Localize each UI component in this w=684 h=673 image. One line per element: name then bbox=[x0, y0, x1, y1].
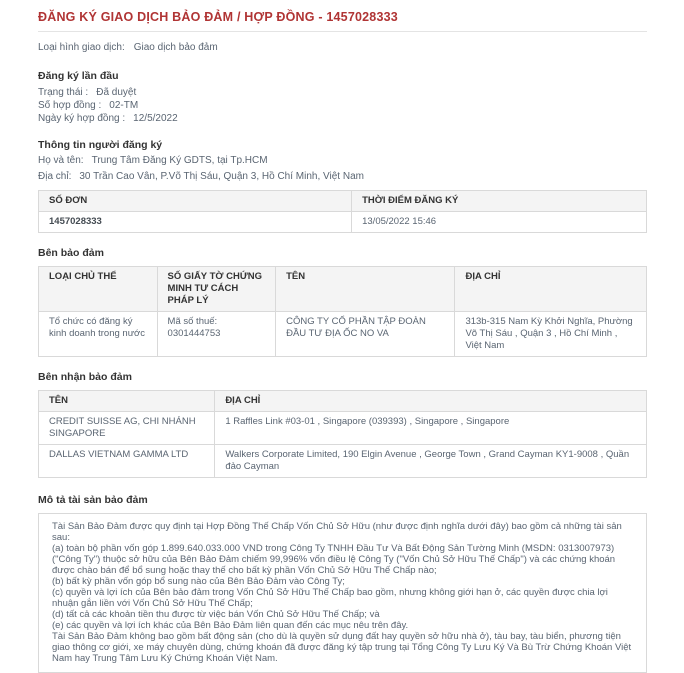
secured-party-name-cell: CREDIT SUISSE AG, CHI NHÁNH SINGAPORE bbox=[39, 412, 215, 445]
asset-description-line: (b) bất kỳ phần vốn góp bổ sung nào của Bên Bảo Đảm vào Công Ty; bbox=[52, 576, 345, 587]
status-label: Trạng thái : bbox=[38, 87, 89, 98]
registration-time-header: THỜI ĐIỂM ĐĂNG KÝ bbox=[352, 191, 647, 212]
asset-description-line: Tài Sản Bảo Đảm được quy định tại Hợp Đồng Thế Chấp Vốn Chủ Sở Hữu (như được định nghĩa dưới đây) bao gồm cả những tài sản sau: bbox=[52, 521, 622, 543]
section-heading-registrant: Thông tin người đăng ký bbox=[38, 139, 163, 151]
transaction-type-label: Loại hình giao dịch: bbox=[38, 42, 125, 53]
registrant-name-row bbox=[38, 155, 647, 167]
contract-number-value: 02-TM bbox=[109, 100, 139, 111]
table-row bbox=[39, 445, 647, 478]
section-heading-secured-party: Bên nhận bảo đảm bbox=[38, 371, 132, 383]
registrant-name-value: Trung Tâm Đăng Ký GDTS, tại Tp.HCM bbox=[91, 155, 268, 166]
registrant-address-value: 30 Trần Cao Vân, P.Võ Thị Sáu, Quận 3, Hồ Chí Minh, Việt Nam bbox=[79, 171, 364, 182]
subject-type-header: LOẠI CHỦ THỂ bbox=[39, 267, 158, 312]
table-row bbox=[39, 212, 647, 233]
address-cell: 313b-315 Nam Kỳ Khởi Nghĩa, Phường Võ Thị Sáu , Quận 3 , Hồ Chí Minh , Việt Nam bbox=[455, 312, 647, 357]
contract-number-row bbox=[38, 100, 647, 112]
asset-description-line: Tài Sản Bảo Đảm không bao gồm bất động sản (cho dù là quyền sử dụng đất hay quyền sở hữu nhà ở), tàu bay, tàu biển, phương tiện giao thông cơ giới, xe máy chuyên dùng, chứng khoán đã được đăng ký tập trung tại Tổng Công Ty Lưu Ký Và Bù Trừ Chứng Khoán Việt Nam hay Trung Tâm Lưu Ký Chứng Khoán Việt Nam. bbox=[52, 631, 632, 664]
transaction-type-row bbox=[38, 42, 647, 54]
name-header: TÊN bbox=[276, 267, 455, 312]
secured-party-table bbox=[38, 390, 647, 478]
contract-date-row bbox=[38, 113, 647, 125]
secured-party-address-cell: Walkers Corporate Limited, 190 Elgin Avenue , George Town , Grand Cayman KY1-9008 , Quần đảo Cayman bbox=[215, 445, 647, 478]
legal-id-cell: Mã số thuế: 0301444753 bbox=[157, 312, 276, 357]
registrant-name-label: Họ và tên: bbox=[38, 155, 84, 166]
transaction-type-value: Giao dịch bảo đảm bbox=[133, 42, 218, 53]
secured-party-address-cell: 1 Raffles Link #03-01 , Singapore (039393) , Singapore , Singapore bbox=[215, 412, 647, 445]
registrant-address-label: Địa chỉ: bbox=[38, 171, 72, 182]
secured-party-name-cell: DALLAS VIETNAM GAMMA LTD bbox=[39, 445, 215, 478]
asset-description-line: (c) quyền và lợi ích của Bên bảo đảm trong Vốn Chủ Sở Hữu Thế Chấp bao gồm, nhưng không giới hạn ở, các quyền được chia lợi nhuận gắn liền với Vốn Chủ Sở Hữu Thế Chấp; bbox=[52, 587, 608, 609]
page-title: ĐĂNG KÝ GIAO DỊCH BẢO ĐẢM / HỢP ĐỒNG - 1457028333 bbox=[38, 10, 647, 32]
contract-date-label: Ngày ký hợp đồng : bbox=[38, 113, 126, 124]
name-header: TÊN bbox=[39, 391, 215, 412]
legal-id-header: SỐ GIẤY TỜ CHỨNG MINH TƯ CÁCH PHÁP LÝ bbox=[157, 267, 276, 312]
securing-party-table bbox=[38, 266, 647, 357]
status-row bbox=[38, 87, 647, 99]
address-header: ĐỊA CHỈ bbox=[215, 391, 647, 412]
contract-number-label: Số hợp đồng : bbox=[38, 100, 102, 111]
status-value: Đã duyệt bbox=[96, 87, 137, 98]
contract-date-value: 12/5/2022 bbox=[133, 113, 178, 124]
application-number-cell: 1457028333 bbox=[39, 212, 352, 233]
asset-description-line: (a) toàn bộ phần vốn góp 1.899.640.033.000 VND trong Công Ty TNHH Đầu Tư Và Bất Động Sản Tường Minh (MSDN: 0313007973) ("Công Ty") thuộc sở hữu của Bên Bảo Đảm chiếm 99,996% vốn điều lệ Công Ty ("Vốn Chủ Sở Hữu Thế Chấp") và các chứng khoán được chào bán để bổ sung hoặc thay thế cho bất kỳ phần Vốn Chủ Sở Hữu Thế Chấp nào; bbox=[52, 543, 616, 576]
table-row bbox=[39, 312, 647, 357]
application-number-header: SỐ ĐƠN bbox=[39, 191, 352, 212]
registrant-address-row bbox=[38, 171, 647, 183]
asset-description-line: (d) tất cả các khoản tiền thu được từ việc bán Vốn Chủ Sở Hữu Thế Chấp; và bbox=[52, 609, 380, 620]
section-heading-first-registration: Đăng ký lần đầu bbox=[38, 70, 119, 82]
table-row bbox=[39, 412, 647, 445]
asset-description-line: (e) các quyền và lợi ích khác của Bên Bảo Đảm liên quan đến các mục nêu trên đây. bbox=[52, 620, 409, 631]
section-heading-asset-description: Mô tả tài sản bảo đảm bbox=[38, 494, 148, 506]
address-header: ĐỊA CHỈ bbox=[455, 267, 647, 312]
securing-party-header-row bbox=[39, 267, 647, 312]
secured-party-header-row bbox=[39, 391, 647, 412]
name-cell: CÔNG TY CỔ PHẦN TẬP ĐOÀN ĐẦU TƯ ĐỊA ỐC NO VA bbox=[276, 312, 455, 357]
registration-time-cell: 13/05/2022 15:46 bbox=[352, 212, 647, 233]
application-table-header-row bbox=[39, 191, 647, 212]
application-table bbox=[38, 190, 647, 233]
section-heading-securing-party: Bên bảo đảm bbox=[38, 247, 104, 259]
subject-type-cell: Tổ chức có đăng ký kinh doanh trong nước bbox=[39, 312, 158, 357]
asset-description-box bbox=[38, 513, 647, 673]
